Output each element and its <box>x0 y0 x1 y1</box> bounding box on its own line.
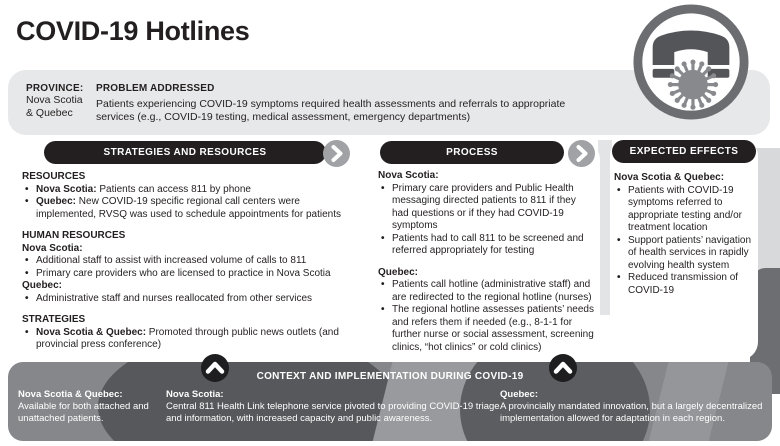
bullet-dot: • <box>381 182 385 194</box>
bullet-item <box>22 293 356 306</box>
bullet-item <box>22 184 356 197</box>
expected-effects-panel <box>610 138 758 360</box>
chevron-up-circle-1 <box>201 354 229 382</box>
bullet-text: Primary care providers and Public Health messaging directed patients to 811 if they had questions or if they had COVID-19 symptoms <box>392 182 576 231</box>
page-title: COVID-19 Hotlines <box>16 16 250 46</box>
phone-virus-icon <box>632 3 750 121</box>
bullet-text: Reduced transmission of COVID-19 <box>628 272 739 296</box>
bullet-item <box>614 235 754 273</box>
chevron-up-circle-2 <box>549 354 577 382</box>
group-label-quebec: Quebec: <box>22 280 63 291</box>
bullet-dot: • <box>25 183 29 195</box>
bullet-item <box>22 327 356 352</box>
bullet-text <box>36 327 356 352</box>
bullet-text: Patients had to call 811 to be screened and referred appropriately for testing <box>392 232 584 256</box>
group-label-nova-scotia: Nova Scotia: <box>22 242 83 254</box>
bullet-lead: Quebec: <box>36 196 77 207</box>
bullet-dot: • <box>617 234 621 246</box>
province-value-line2: & Quebec <box>26 107 73 119</box>
chevron-up-icon <box>549 354 577 382</box>
bullet-text: Support patients’ navigation of health services in rapidly evolving health system <box>628 234 752 271</box>
bullet-item <box>378 304 594 354</box>
strategies-process-panel <box>8 138 600 361</box>
bullet-dot: • <box>617 272 621 283</box>
bullet-text: Patients call hotline (administrative staff) and are redirected to the regional hotline (nurses) <box>392 279 592 303</box>
context-title: CONTEXT AND IMPLEMENTATION DURING COVID-19 <box>256 371 524 382</box>
context-col-text: Central 811 Health Link telephone service pivoted to providing COVID-19 triage and information, with increased capacity and public awareness. <box>166 401 500 424</box>
context-col-label: Quebec: <box>500 389 539 400</box>
chevron-right-icon <box>323 140 350 167</box>
bullet-item <box>22 255 356 268</box>
context-col-label: Nova Scotia & Quebec: <box>18 389 123 400</box>
process-header-pill: PROCESS <box>380 141 564 164</box>
bullet-text <box>36 184 356 197</box>
bullet-item <box>614 272 754 297</box>
province-label: PROVINCE: <box>26 83 84 94</box>
bullet-dot: • <box>25 326 29 338</box>
group-label-quebec: Quebec: <box>378 266 419 278</box>
bullet-dot: • <box>381 304 385 315</box>
strategies-column <box>22 171 356 352</box>
background-right-light-band <box>756 148 780 270</box>
bullet-item <box>378 183 594 233</box>
problem-label: PROBLEM ADDRESSED <box>96 83 215 94</box>
province-value-line1: Nova Scotia <box>26 94 83 106</box>
bullet-text: The regional hotline assesses patients’ needs and refers them if needed (e.g., 8-1-1 for further nurse or social assessment, screening clinics, “hot clinics” or cold clinics) <box>392 304 594 353</box>
expected-effects-column <box>614 172 754 297</box>
chevron-up-icon <box>201 354 229 382</box>
group-label-nova-scotia: Nova Scotia: <box>378 170 439 181</box>
bullet-body: Patients can access 811 by phone <box>96 183 251 195</box>
bullet-dot: • <box>381 232 385 244</box>
section-heading-resources: RESOURCES <box>22 171 86 182</box>
bullet-dot: • <box>25 196 29 207</box>
bullet-dot: • <box>25 292 29 304</box>
bullet-body: Promoted through public news outlets (and provincial press conference) <box>36 326 339 350</box>
context-col-quebec <box>500 389 768 425</box>
bullet-dot: • <box>617 184 621 196</box>
bullet-text: Primary care providers who are licensed to practice in Nova Scotia <box>36 267 331 279</box>
section-heading-strategies: STRATEGIES <box>22 314 86 325</box>
context-col-label: Nova Scotia: <box>166 389 224 400</box>
section-heading-human-resources: HUMAN RESOURCES <box>22 230 126 241</box>
bullet-item <box>22 196 356 221</box>
bullet-item <box>22 268 356 281</box>
flow-arrow-circle-1 <box>323 140 350 167</box>
bullet-dot: • <box>381 279 385 290</box>
flow-arrow-circle-2 <box>568 140 595 167</box>
group-label-nova-scotia-quebec: Nova Scotia & Quebec: <box>614 172 725 183</box>
strategies-header-pill: STRATEGIES AND RESOURCES <box>44 141 326 164</box>
bullet-dot: • <box>25 267 29 279</box>
bullet-text <box>36 196 356 221</box>
chevron-right-icon <box>568 140 595 167</box>
bullet-lead: Nova Scotia: <box>36 183 97 195</box>
context-section <box>8 362 772 441</box>
bullet-lead: Nova Scotia & Quebec: <box>36 326 147 338</box>
process-column <box>378 170 594 354</box>
bullet-body: New COVID-19 specific regional call centers were implemented, RVSQ was used to schedule appointments for patients <box>36 196 341 220</box>
bullet-item <box>614 185 754 235</box>
bullet-dot: • <box>25 255 29 266</box>
bullet-text: Administrative staff and nurses reallocated from other services <box>36 292 313 304</box>
bullet-item <box>378 233 594 258</box>
province-block <box>26 83 96 120</box>
context-col-text: Available for both attached and unattached patients. <box>18 401 149 424</box>
bullet-text: Patients with COVID-19 symptoms referred to appropriate testing and/or treatment location <box>628 184 742 233</box>
bullet-item <box>378 279 594 304</box>
expected-effects-header-pill: EXPECTED EFFECTS <box>612 140 756 163</box>
context-col-text: A provincially mandated innovation, but a largely decentralized implementation allowed for adaptation in each region. <box>500 401 763 424</box>
context-col-nova-scotia <box>166 389 511 425</box>
context-col-nova-scotia-quebec <box>18 389 166 425</box>
problem-block <box>96 83 566 124</box>
bullet-text: Additional staff to assist with increased volume of calls to 811 <box>36 255 307 266</box>
problem-text: Patients experiencing COVID-19 symptoms required health assessments and referrals to appropriate services (e.g., COVID-19 testing, medical assessment, emergency departments) <box>96 98 566 123</box>
